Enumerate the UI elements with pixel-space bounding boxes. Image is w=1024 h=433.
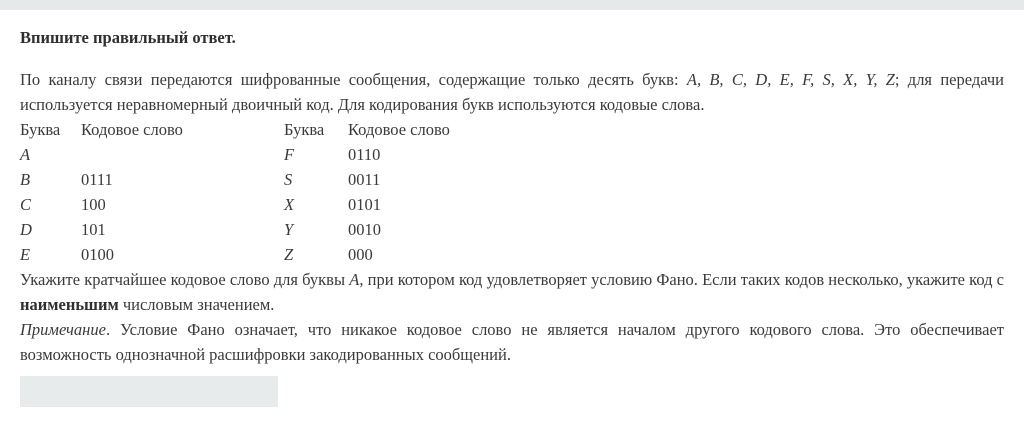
table-cell-letter: A [20,145,31,164]
question-part2: , при котором код удовлетворяет условию Фано. Если таких кодов несколько, укажите код с [359,270,1004,289]
table-header-code: Кодовое слово [348,120,450,139]
table-header-code: Кодовое слово [81,120,183,139]
table-cell-letter: Y [284,220,294,239]
table-cell-code: 101 [81,220,106,239]
table-cell-code: 0101 [348,195,381,214]
task-intro [20,67,1004,117]
task-content [20,28,1004,367]
table-cell-code: 0010 [348,220,381,239]
question-emphasis: наименьшим [20,295,119,314]
table-cell-letter: Z [284,245,294,264]
question-part3: числовым значением. [118,295,275,314]
table-cell-letter: D [20,220,32,239]
question-letter: A [349,270,360,289]
note-label: Примечание [20,320,106,339]
task-heading: Впишите правильный ответ. [20,28,236,47]
table-cell-letter: E [20,245,31,264]
table-cell-letter: S [284,170,293,189]
code-table [20,117,1004,267]
question-part1: Укажите кратчайшее кодовое слово для буквы [20,270,350,289]
table-header-letter: Буква [284,120,325,139]
table-header-letter: Буква [20,120,61,139]
table-cell-code: 100 [81,195,106,214]
intro-tail: ; для передачи используется неравномерный двоичный код. Для кодирования букв используются кодовые слова. [20,70,1005,114]
table-cell-code: 0110 [348,145,381,164]
task-note [20,317,1004,367]
intro-lead: По каналу связи передаются шифрованные сообщения, содержащие только десять букв: [20,70,679,89]
table-cell-letter: F [284,145,295,164]
top-bar [0,0,1024,10]
answer-input[interactable] [20,376,278,407]
table-cell-code: 000 [348,245,373,264]
table-cell-code [81,142,284,167]
table-cell-code: 0011 [348,170,381,189]
table-cell-code: 0111 [81,170,113,189]
table-cell-letter: C [20,195,32,214]
table-cell-letter: B [20,170,31,189]
task-question [20,267,1004,317]
table-cell-letter: X [284,195,295,214]
note-text: . Условие Фано означает, что никакое кодовое слово не является началом другого кодового слова. Это обеспечивает возможность однозначной расшифровки закодированных сообщений. [20,320,1004,364]
table-cell-code: 0100 [81,245,114,264]
intro-letters: A, B, C, D, E, F, S, X, Y, Z [686,70,895,89]
